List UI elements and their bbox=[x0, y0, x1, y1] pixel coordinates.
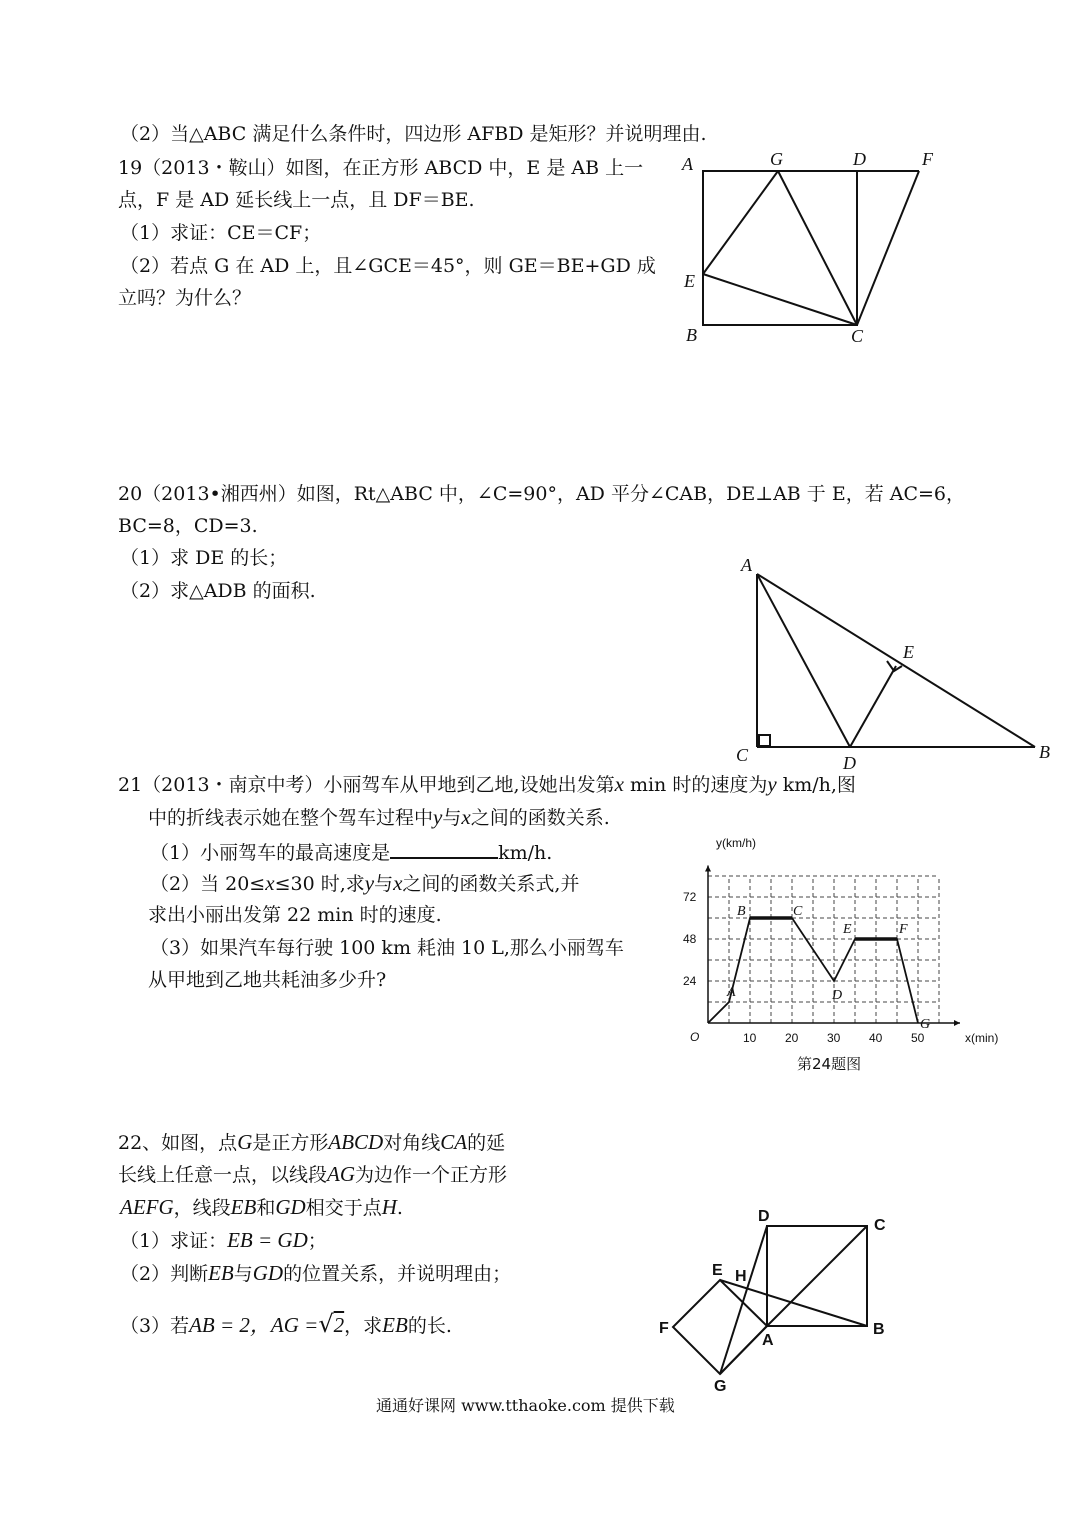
x-tick-label: 30 bbox=[827, 1031, 841, 1045]
q21-line1: 21（2013・南京中考）小丽驾车从甲地到乙地,设她出发第x min 时的速度为y km/h,图 bbox=[118, 772, 856, 796]
q21-part2b: 求出小丽出发第 22 min 时的速度. bbox=[148, 904, 442, 926]
x-tick-label: 10 bbox=[743, 1031, 757, 1045]
q19-line2: 点，F 是 AD 延长线上一点，且 DF＝BE. bbox=[118, 189, 475, 211]
q22-part3: （3）若AB = 2，AG =√2，求EB的长. bbox=[120, 1310, 452, 1338]
q20-part1: （1）求 DE 的长； bbox=[120, 547, 288, 569]
square-aefg bbox=[673, 1280, 767, 1374]
q18-part2: （2）当△ABC 满足什么条件时，四边形 AFBD 是矩形？并说明理由. bbox=[120, 123, 707, 145]
footer: 通通好课网 www.tthaoke.com 提供下载 bbox=[376, 1396, 675, 1415]
q19-part2b: 立吗？为什么？ bbox=[118, 287, 252, 309]
q20-label-d: D bbox=[843, 753, 856, 773]
q22-label-d: D bbox=[758, 1208, 770, 1225]
q22-label-e: E bbox=[712, 1262, 723, 1279]
q22-label-h: H bbox=[735, 1268, 747, 1285]
q21-part3a: （3）如果汽车每行驶 100 km 耗油 10 L,那么小丽驾车 bbox=[150, 937, 624, 959]
point-label: B bbox=[737, 904, 746, 919]
point-label: F bbox=[899, 922, 908, 937]
q21-part3b: 从甲地到乙地共耗油多少升? bbox=[148, 969, 387, 991]
q21-part2: （2）当 20≤x≤30 时,求y与x之间的函数关系式,并 bbox=[150, 871, 580, 895]
q20-label-a: A bbox=[741, 555, 752, 575]
x-tick-label: 40 bbox=[869, 1031, 883, 1045]
q19-label-e: E bbox=[684, 271, 695, 291]
origin-label: O bbox=[690, 1030, 700, 1044]
segment-gd bbox=[720, 1226, 767, 1374]
q19-line1: 19（2013・鞍山）如图，在正方形 ABCD 中，E 是 AB 上一 bbox=[118, 157, 644, 179]
q20-label-b: B bbox=[1039, 742, 1050, 762]
q19-label-a: A bbox=[682, 154, 693, 174]
point-label: A bbox=[727, 985, 736, 1000]
q20-label-e: E bbox=[903, 642, 914, 662]
q19-label-f: F bbox=[922, 149, 933, 169]
q22-label-a: A bbox=[762, 1332, 774, 1349]
point-label: D bbox=[832, 988, 843, 1003]
q20-line2: BC=8，CD=3. bbox=[118, 515, 258, 537]
x-axis-label: x(min) bbox=[965, 1031, 999, 1045]
q19-label-b: B bbox=[686, 325, 697, 345]
y-tick-label: 24 bbox=[683, 974, 697, 988]
q22-line3: AEFG，线段EB和GD相交于点H. bbox=[120, 1195, 403, 1219]
q19-label-d: D bbox=[853, 149, 866, 169]
point-label: C bbox=[793, 904, 803, 919]
q21-part1: （1）小丽驾车的最高速度是 km/h. bbox=[150, 839, 552, 865]
q22-label-b: B bbox=[873, 1321, 885, 1338]
q22-label-f: F bbox=[659, 1320, 669, 1337]
q19-part2a: （2）若点 G 在 AD 上，且∠GCE＝45°，则 GE＝BE+GD 成 bbox=[120, 255, 656, 277]
q21-line2: 中的折线表示她在整个驾车过程中y与x之间的函数关系. bbox=[148, 805, 610, 829]
q22-label-c: C bbox=[874, 1217, 886, 1234]
q22-part2: （2）判断EB与GD的位置关系，并说明理由； bbox=[120, 1261, 512, 1285]
x-tick-label: 50 bbox=[911, 1031, 925, 1045]
q22-part1: （1）求证：EB = GD； bbox=[120, 1228, 327, 1252]
chart-caption: 第24题图 bbox=[797, 1055, 862, 1073]
y-tick-label: 72 bbox=[683, 890, 697, 904]
y-axis-label: y(km/h) bbox=[716, 836, 756, 850]
q20-line1: 20（2013•湘西州）如图，Rt△ABC 中，∠C=90°，AD 平分∠CAB，DE⊥AB 于 E，若 AC=6， bbox=[118, 483, 966, 505]
q22-line1: 22、如图，点G是正方形ABCD对角线CA的延 bbox=[118, 1130, 506, 1154]
x-tick-label: 20 bbox=[785, 1031, 799, 1045]
point-label: E bbox=[843, 922, 852, 937]
q20-label-c: C bbox=[736, 745, 749, 765]
q22-label-g: G bbox=[714, 1378, 727, 1395]
point-label: G bbox=[920, 1017, 931, 1032]
q19-label-g: G bbox=[770, 149, 783, 169]
q20-part2: （2）求△ADB 的面积. bbox=[120, 580, 316, 602]
q22-line2: 长线上任意一点，以线段AG为边作一个正方形 bbox=[118, 1162, 508, 1186]
y-tick-label: 48 bbox=[683, 932, 697, 946]
q19-label-c: C bbox=[851, 326, 864, 346]
q19-part1: （1）求证：CE＝CF； bbox=[120, 222, 322, 244]
